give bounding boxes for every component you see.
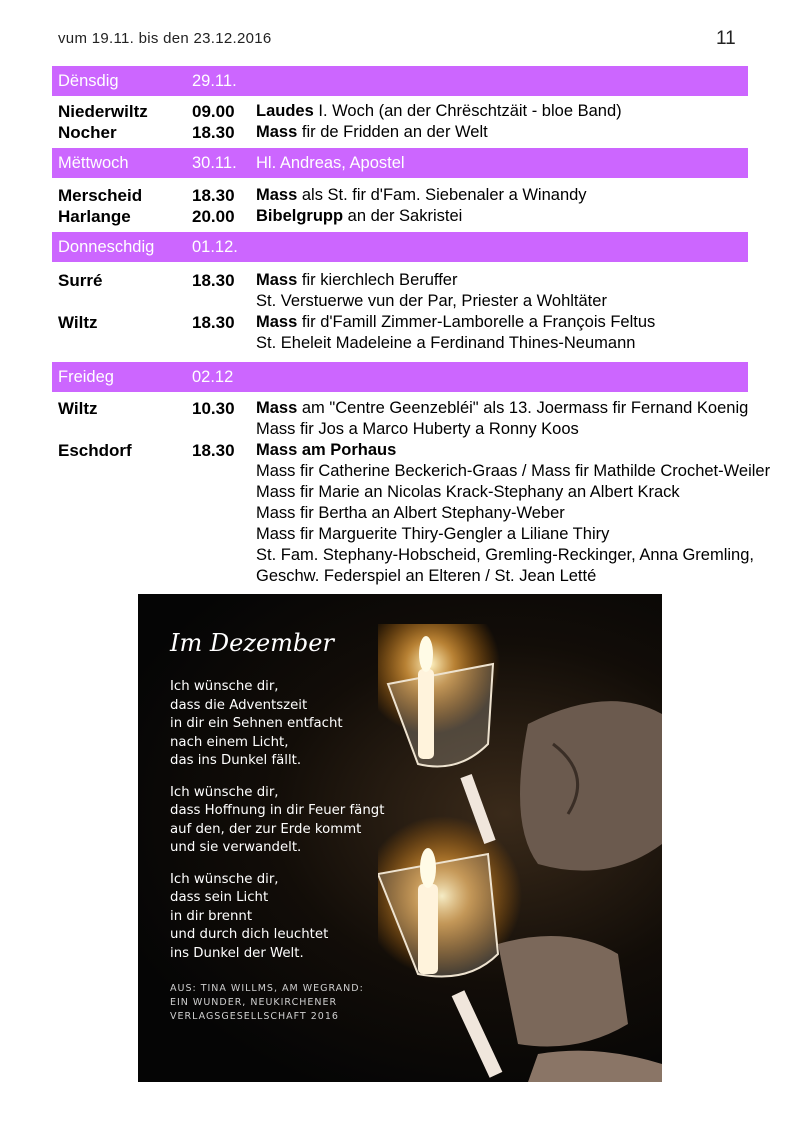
description-line: Geschw. Federspiel an Elteren / St. Jean Letté	[256, 567, 597, 585]
entry-time: 18.30	[192, 313, 235, 332]
day-feast: Hl. Andreas, Apostel	[256, 154, 405, 172]
entry-description	[256, 312, 746, 354]
entry-time: 20.00	[192, 207, 235, 226]
description-line: Mass als St. fir d'Fam. Siebenaler a Winandy	[256, 186, 587, 204]
poem-credit	[170, 982, 364, 1024]
entry-place: Eschdorf	[58, 441, 132, 460]
entry-place: Merscheid	[58, 186, 143, 205]
day-header	[52, 66, 748, 96]
description-line: Mass fir Marguerite Thiry-Gengler a Liliane Thiry	[256, 525, 610, 543]
poem-line: dass Hoffnung in dir Feuer fängt	[170, 803, 385, 818]
description-line: Mass fir de Fridden an der Welt	[256, 123, 488, 141]
description-line: Mass fir Catherine Beckerich-Graas / Mass fir Mathilde Crochet-Weiler	[256, 462, 771, 480]
poem-line: Ich wünsche dir,	[170, 784, 279, 800]
entry-description	[256, 122, 746, 143]
description-line: St. Verstuerwe vun der Par, Priester a Wohltäter	[256, 292, 607, 310]
entry-place: Surré	[58, 271, 103, 290]
entry-description	[256, 101, 746, 122]
page-header-range: vum 19.11. bis den 23.12.2016	[58, 30, 272, 47]
day-header	[52, 148, 748, 178]
entry-time: 18.30	[192, 441, 235, 460]
poem	[170, 678, 384, 976]
credit-line: EIN WUNDER, NEUKIRCHENER	[170, 997, 338, 1008]
description-line: Mass fir Jos a Marco Huberty a Ronny Koos	[256, 420, 579, 438]
poem-line: Ich wünsche dir,	[170, 871, 279, 887]
day-name: Donneschdig	[58, 238, 155, 256]
poem-stanza	[170, 871, 384, 964]
description-line: Laudes I. Woch (an der Chrëschtzäit - bloe Band)	[256, 102, 622, 120]
poem-line: in dir ein Sehnen entfacht	[170, 716, 343, 731]
poem-line: und durch dich leuchtet	[170, 927, 329, 942]
poem-stanza	[170, 678, 384, 771]
entry-place: Harlange	[58, 207, 131, 226]
entry-description	[256, 206, 746, 227]
description-line: Mass fir Bertha an Albert Stephany-Weber	[256, 504, 565, 522]
day-date: 01.12.	[192, 238, 238, 256]
poem-stanza	[170, 784, 384, 858]
poem-line: in dir brennt	[170, 908, 253, 924]
credit-line: VERLAGSGESELLSCHAFT 2016	[170, 1011, 339, 1022]
poem-line: dass die Adventszeit	[170, 697, 308, 713]
advent-poster	[138, 594, 662, 1082]
candles-illustration	[378, 624, 662, 1082]
entry-time: 10.30	[192, 399, 235, 418]
entry-place: Niederwiltz	[58, 102, 148, 121]
description-line: Mass fir Marie an Nicolas Krack-Stephany an Albert Krack	[256, 483, 680, 501]
entry-description	[256, 440, 771, 587]
entry-time: 09.00	[192, 102, 235, 121]
entry-time: 18.30	[192, 123, 235, 142]
entry-place: Nocher	[58, 123, 117, 142]
day-date: 29.11.	[192, 72, 237, 90]
description-line: Mass am Porhaus	[256, 441, 397, 459]
day-name: Freideg	[58, 368, 114, 386]
description-line: Mass am "Centre Geenzebléi" als 13. Joermass fir Fernand Koenig	[256, 399, 749, 417]
day-date: 30.11.	[192, 154, 237, 172]
entry-description	[256, 398, 749, 440]
description-line: St. Eheleit Madeleine a Ferdinand Thines-Neumann	[256, 334, 636, 352]
description-line: Mass fir d'Famill Zimmer-Lamborelle a François Feltus	[256, 313, 656, 331]
poem-line: dass sein Licht	[170, 890, 269, 905]
poem-line: auf den, der zur Erde kommt	[170, 821, 362, 837]
description-line: St. Fam. Stephany-Hobscheid, Gremling-Reckinger, Anna Gremling,	[256, 546, 754, 564]
page-number: 11	[716, 28, 736, 49]
poem-line: nach einem Licht,	[170, 734, 289, 750]
entry-description	[256, 270, 746, 312]
credit-line: AUS: TINA WILLMS, AM WEGRAND:	[170, 983, 364, 994]
poem-line: ins Dunkel der Welt.	[170, 945, 304, 961]
poem-line: und sie verwandelt.	[170, 840, 302, 855]
poem-line: das ins Dunkel fällt.	[170, 753, 302, 768]
poem-line: Ich wünsche dir,	[170, 679, 279, 694]
day-header	[52, 232, 748, 262]
description-line: Mass fir kierchlech Beruffer	[256, 271, 458, 289]
day-date: 02.12	[192, 368, 234, 386]
entry-place: Wiltz	[58, 313, 98, 332]
poster-title: Im Dezember	[170, 629, 334, 657]
day-name: Dënsdig	[58, 72, 119, 90]
day-header	[52, 362, 748, 392]
entry-place: Wiltz	[58, 399, 98, 418]
description-line: Bibelgrupp an der Sakristei	[256, 207, 463, 225]
entry-time: 18.30	[192, 186, 235, 205]
day-name: Mëttwoch	[58, 154, 129, 172]
entry-time: 18.30	[192, 271, 235, 290]
entry-description	[256, 185, 746, 206]
